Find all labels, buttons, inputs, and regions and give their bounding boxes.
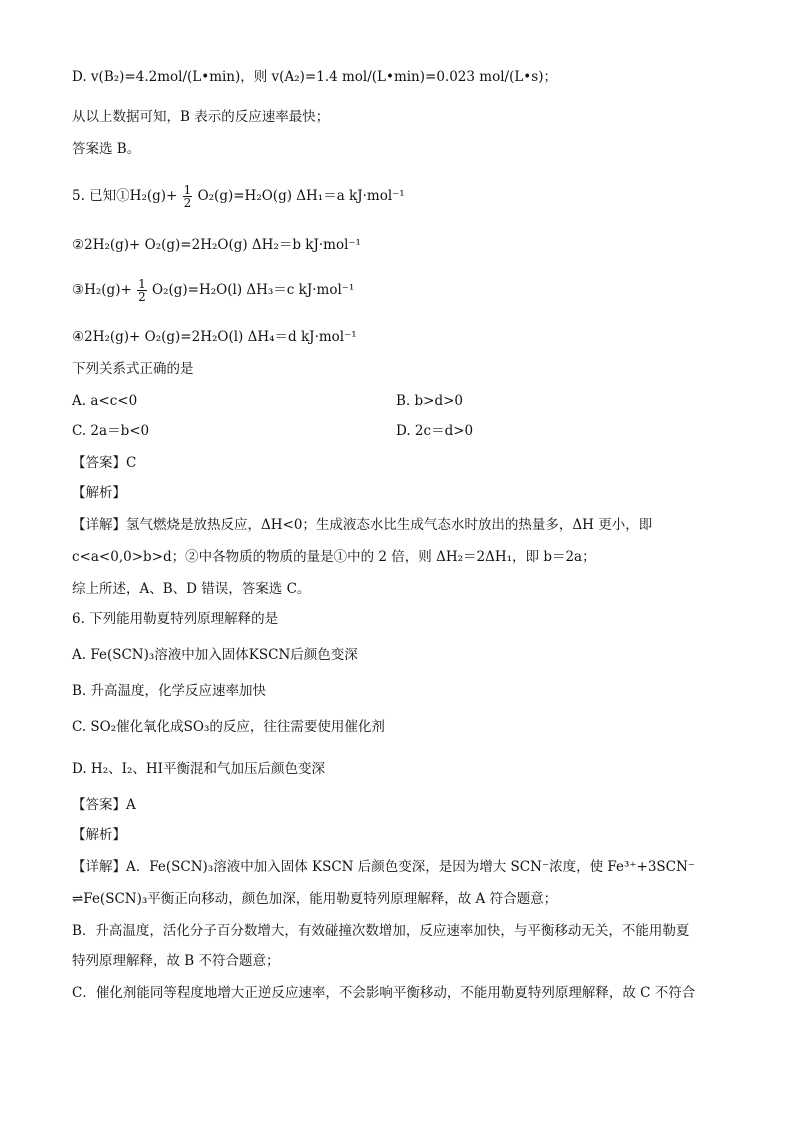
fraction-numerator: 1 <box>138 277 146 291</box>
q5-eq1-suffix: O₂(g)=H₂O(g) ΔH₁＝a kJ·mol⁻¹ <box>197 188 405 204</box>
q6-analysis-heading: 【解析】 <box>72 827 126 843</box>
q6-option-a: A. Fe(SCN)₃溶液中加入固体KSCN后颜色变深 <box>72 647 358 663</box>
fraction-half <box>183 184 193 209</box>
fraction-half <box>137 278 147 303</box>
q5-detail-1: 【详解】氢气燃烧是放热反应，ΔH<0；生成液态水比生成气态水时放出的热量多，ΔH 更小，即 <box>72 517 653 533</box>
q5-eq1-prefix: 5. 已知①H₂(g)+ <box>72 188 178 204</box>
q5-equation-4: ④2H₂(g)+ O₂(g)=2H₂O(l) ΔH₄＝d kJ·mol⁻¹ <box>72 329 357 345</box>
q5-question: 下列关系式正确的是 <box>72 361 194 377</box>
q5-option-d: D. 2c＝d>0 <box>396 423 474 439</box>
q5-equation-2: ②2H₂(g)+ O₂(g)=2H₂O(g) ΔH₂＝b kJ·mol⁻¹ <box>72 237 361 253</box>
q6-detail-5: C．催化剂能同等程度地增大正逆反应速率，不会影响平衡移动，不能用勒夏特列原理解释，故 C 不符合 <box>72 985 696 1001</box>
q6-detail-3: B．升高温度，活化分子百分数增大，有效碰撞次数增加，反应速率加快，与平衡移动无关，不能用勒夏 <box>72 923 690 939</box>
q4-option-d-calc: D. v(B₂)=4.2mol/(L•min)，则 v(A₂)=1.4 mol/(L•min)=0.023 mol/(L•s)； <box>72 69 557 85</box>
q5-equation-3 <box>72 278 354 303</box>
q6-question: 6. 下列能用勒夏特列原理解释的是 <box>72 611 279 627</box>
q6-detail-4: 特列原理解释，故 B 不符合题意； <box>72 953 280 969</box>
q6-option-b: B. 升高温度，化学反应速率加快 <box>72 683 267 699</box>
q5-detail-2: c<a<0,0>b>d；②中各物质的物质的量是①中的 2 倍，则 ΔH₂＝2ΔH₁，即 b＝2a； <box>72 549 596 565</box>
q6-detail-2: ⇌Fe(SCN)₃平衡正向移动，颜色加深，能用勒夏特列原理解释，故 A 符合题意； <box>72 891 558 907</box>
q5-equation-1 <box>72 184 405 209</box>
q5-eq3-suffix: O₂(g)=H₂O(l) ΔH₃＝c kJ·mol⁻¹ <box>152 282 355 298</box>
q6-answer: 【答案】A <box>72 797 136 813</box>
q5-eq3-prefix: ③H₂(g)+ <box>72 282 132 298</box>
fraction-denominator: 2 <box>183 196 192 210</box>
fraction-denominator: 2 <box>138 290 146 304</box>
q4-conclusion: 从以上数据可知，B 表示的反应速率最快； <box>72 109 330 125</box>
q4-answer-line: 答案选 B。 <box>72 141 141 157</box>
q5-option-a: A. a<c<0 <box>72 393 138 409</box>
fraction-numerator: 1 <box>183 183 192 197</box>
q6-detail-1: 【详解】A．Fe(SCN)₃溶液中加入固体 KSCN 后颜色变深，是因为增大 SCN⁻浓度，使 Fe³⁺+3SCN⁻ <box>72 859 695 875</box>
q6-option-d: D. H₂、I₂、HI平衡混和气加压后颜色变深 <box>72 761 325 777</box>
q5-analysis-heading: 【解析】 <box>72 485 126 501</box>
q5-answer: 【答案】C <box>72 455 137 471</box>
q5-detail-3: 综上所述，A、B、D 错误，答案选 C。 <box>72 581 311 597</box>
q6-option-c: C. SO₂催化氧化成SO₃的反应，往往需要使用催化剂 <box>72 719 385 735</box>
q5-option-b: B. b>d>0 <box>396 393 463 409</box>
q5-option-c: C. 2a＝b<0 <box>72 423 150 439</box>
